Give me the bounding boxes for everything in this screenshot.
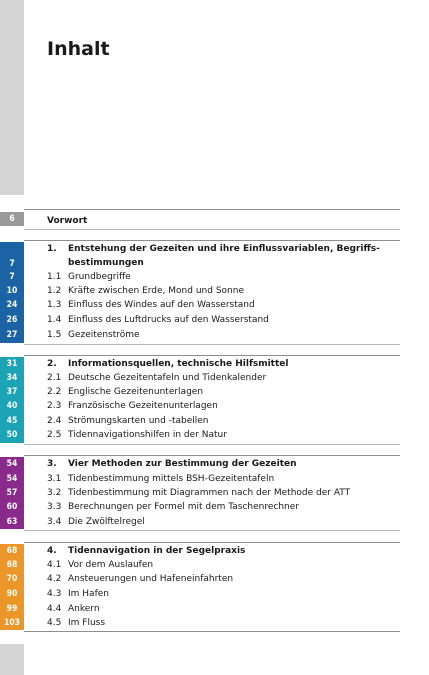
- section-title: Ankern: [68, 604, 100, 614]
- section-page-number: 37: [6, 387, 18, 397]
- section-title: Strömungskarten und -tabellen: [68, 416, 209, 426]
- section-title: Vor dem Auslaufen: [68, 560, 154, 570]
- section-page-number: 63: [6, 517, 18, 527]
- divider: [24, 542, 400, 543]
- section-page-number: 57: [6, 488, 18, 498]
- section-number: 1.2: [47, 286, 62, 296]
- divider: [24, 530, 400, 531]
- chapter-number: 1.: [47, 244, 57, 254]
- section-title: Deutsche Gezeitentafeln und Tidenkalender: [68, 373, 267, 383]
- chapter-title-line1: Vier Methoden zur Bestimmung der Gezeiten: [68, 459, 297, 469]
- chapter-title-line1: Entstehung der Gezeiten und ihre Einflussvariablen, Begriffs-: [68, 244, 380, 254]
- chapter-2-page-number: 31: [6, 359, 18, 369]
- section-page-number: 60: [6, 502, 18, 512]
- divider: [24, 240, 400, 241]
- section-number: 3.2: [47, 488, 62, 498]
- vorwort-title: Vorwort: [47, 216, 88, 226]
- divider: [24, 209, 400, 210]
- section-number: 2.1: [47, 373, 62, 383]
- chapter-title-line2: bestimmungen: [68, 258, 144, 268]
- bottom-gray-strip: [0, 644, 24, 675]
- page-title: Inhalt: [47, 38, 110, 60]
- section-title: Grundbegriffe: [68, 272, 131, 282]
- section-page-number: 10: [6, 286, 18, 296]
- section-title: Im Fluss: [68, 618, 106, 628]
- section-number: 4.5: [47, 618, 62, 628]
- section-number: 1.4: [47, 315, 62, 325]
- section-page-number: 54: [6, 474, 18, 484]
- section-number: 4.4: [47, 604, 62, 614]
- divider: [24, 344, 400, 345]
- section-title: Gezeitenströme: [68, 330, 140, 340]
- section-page-number: 103: [4, 618, 20, 628]
- section-number: 3.4: [47, 517, 62, 527]
- section-number: 2.5: [47, 430, 62, 440]
- section-title: Englische Gezeitenunterlagen: [68, 387, 204, 397]
- divider: [24, 229, 400, 230]
- chapter-number: 3.: [47, 459, 57, 469]
- section-number: 1.1: [47, 272, 62, 282]
- chapter-1-page-number: 7: [9, 259, 15, 269]
- section-page-number: 7: [9, 272, 15, 282]
- section-page-number: 68: [6, 560, 18, 570]
- section-title: Im Hafen: [68, 589, 109, 599]
- chapter-title-line1: Informationsquellen, technische Hilfsmittel: [68, 359, 289, 369]
- section-title: Tidenbestimmung mit Diagrammen nach der Methode der ATT: [68, 488, 351, 498]
- section-title: Französische Gezeitenunterlagen: [68, 401, 218, 411]
- section-page-number: 26: [6, 315, 18, 325]
- divider: [24, 455, 400, 456]
- section-number: 4.1: [47, 560, 62, 570]
- chapter-3-page-number: 54: [6, 459, 18, 469]
- section-title: Die Zwölftelregel: [68, 517, 145, 527]
- section-page-number: 27: [6, 330, 18, 340]
- section-page-number: 90: [6, 589, 18, 599]
- section-title: Einfluss des Luftdrucks auf den Wasserstand: [68, 315, 269, 325]
- section-number: 2.3: [47, 401, 62, 411]
- chapter-4-page-number: 68: [6, 546, 18, 556]
- section-title: Einfluss des Windes auf den Wasserstand: [68, 300, 255, 310]
- section-title: Tidenbestimmung mittels BSH-Gezeitentafeln: [68, 474, 275, 484]
- divider: [24, 631, 400, 632]
- chapter-number: 4.: [47, 546, 57, 556]
- section-number: 1.3: [47, 300, 62, 310]
- section-page-number: 50: [6, 430, 18, 440]
- vorwort-page-number: 6: [9, 214, 15, 224]
- section-page-number: 99: [6, 604, 18, 614]
- section-title: Berechnungen per Formel mit dem Taschenrechner: [68, 502, 299, 512]
- chapter-title-line1: Tidennavigation in der Segelpraxis: [68, 546, 246, 556]
- section-page-number: 45: [6, 416, 18, 426]
- section-title: Kräfte zwischen Erde, Mond und Sonne: [68, 286, 244, 296]
- section-number: 2.2: [47, 387, 62, 397]
- section-number: 4.2: [47, 574, 62, 584]
- divider: [24, 444, 400, 445]
- section-number: 4.3: [47, 589, 62, 599]
- section-page-number: 34: [6, 373, 18, 383]
- section-number: 3.3: [47, 502, 62, 512]
- section-title: Ansteuerungen und Hafeneinfahrten: [68, 574, 234, 584]
- chapter-number: 2.: [47, 359, 57, 369]
- section-number: 3.1: [47, 474, 62, 484]
- section-title: Tidennavigationshilfen in der Natur: [68, 430, 227, 440]
- section-number: 2.4: [47, 416, 62, 426]
- section-page-number: 24: [6, 300, 18, 310]
- divider: [24, 355, 400, 356]
- top-gray-strip: [0, 0, 24, 195]
- section-page-number: 40: [6, 401, 18, 411]
- section-number: 1.5: [47, 330, 62, 340]
- section-page-number: 70: [6, 574, 18, 584]
